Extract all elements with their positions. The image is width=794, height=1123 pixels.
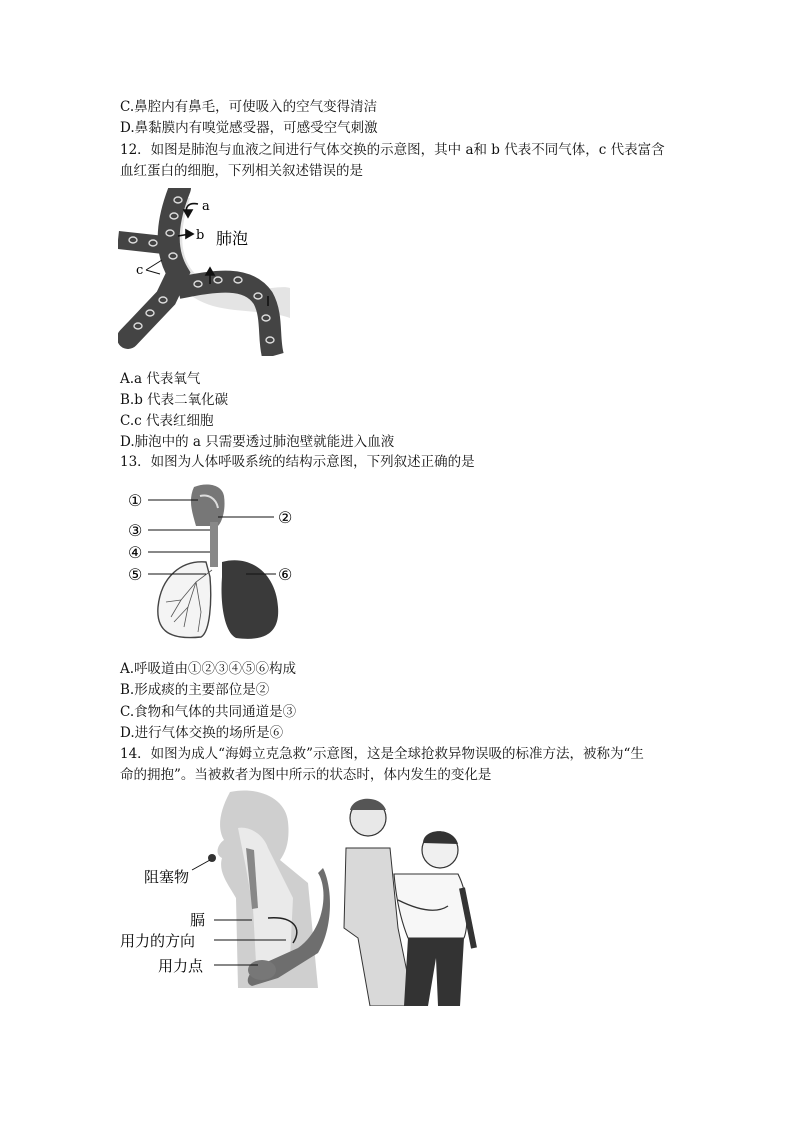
- q11-option-d: D.鼻黏膜内有嗅觉感受器，可感受空气刺激: [120, 120, 378, 136]
- q13-stem: 13．如图为人体呼吸系统的结构示意图，下列叙述正确的是: [120, 454, 475, 470]
- rescuer-fist: [248, 960, 276, 980]
- q12-option-a: A.a 代表氧气: [120, 371, 201, 387]
- respiratory-system-figure: [126, 482, 306, 647]
- torso-cross-section: [208, 790, 330, 988]
- right-lung: [222, 560, 279, 639]
- label-alveolus: 肺泡: [216, 229, 249, 248]
- q14-stem-line-1: 14．如图为成人“海姆立克急救”示意图，这是全球抢救异物误吸的标准方法，被称为“生: [120, 746, 644, 762]
- rescuer-and-victim: [344, 799, 474, 1006]
- q14-stem-line-2: 命的拥抱”。当被救者为图中所示的状态时，体内发生的变化是: [120, 767, 492, 783]
- alveolus-gas-exchange-figure: [118, 188, 293, 356]
- q13-option-a: A.呼吸道由①②③④⑤⑥构成: [120, 661, 297, 677]
- trachea: [210, 522, 218, 567]
- label-diaphragm: 膈: [190, 911, 206, 929]
- q11-option-c: C.鼻腔内有鼻毛，可使吸入的空气变得清洁: [120, 99, 378, 115]
- label-obstruction: 阻塞物: [144, 868, 190, 886]
- label-a: a: [202, 199, 210, 214]
- q12-option-b: B.b 代表二氧化碳: [120, 392, 229, 408]
- q12-stem-line-1: 12．如图是肺泡与血液之间进行气体交换的示意图，其中 a和 b 代表不同气体，c 代表富含: [120, 142, 665, 158]
- marker-4: ④: [128, 543, 143, 562]
- label-force-direction: 用力的方向: [120, 932, 196, 950]
- q13-option-d: D.进行气体交换的场所是⑥: [120, 725, 284, 741]
- label-b: b: [196, 228, 205, 243]
- q12-option-d: D.肺泡中的 a 只需要透过肺泡壁就能进入血液: [120, 434, 395, 450]
- marker-6: ⑥: [278, 565, 293, 584]
- q13-option-c: C.食物和气体的共同通道是③: [120, 704, 297, 720]
- c-pointer-lines: [146, 260, 162, 274]
- q13-option-b: B.形成痰的主要部位是②: [120, 682, 270, 698]
- capillary-vessel-branch: [118, 240, 173, 246]
- marker-1: ①: [128, 491, 143, 510]
- marker-5: ⑤: [128, 565, 143, 584]
- q12-stem-line-2: 血红蛋白的细胞，下列相关叙述错误的是: [120, 163, 363, 179]
- marker-3: ③: [128, 521, 143, 540]
- q12-option-c: C.c 代表红细胞: [120, 413, 214, 429]
- label-c: c: [136, 263, 144, 278]
- heimlich-maneuver-figure: [118, 788, 478, 1006]
- head-nasal-cavity: [191, 484, 225, 526]
- marker-2: ②: [278, 508, 293, 527]
- label-force-point: 用力点: [158, 957, 204, 975]
